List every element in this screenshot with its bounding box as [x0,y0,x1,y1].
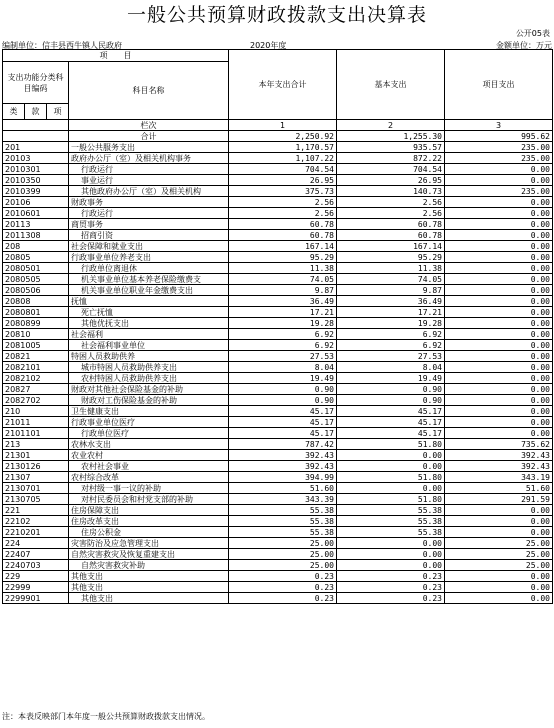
table-note: 注：本表反映部门本年度一般公共预算财政拨款支出情况。 [2,712,210,721]
row-total: 375.73 [229,186,337,197]
row-name: 机关事业单位基本养老保险缴费支 [69,274,229,285]
row-total: 167.14 [229,241,337,252]
row-total: 2.56 [229,208,337,219]
row-code: 2080501 [3,263,69,274]
row-name: 其他支出 [69,571,229,582]
row-total: 45.17 [229,417,337,428]
row-total: 26.95 [229,175,337,186]
table-row [3,395,553,406]
row-code: 20103 [3,153,69,164]
row-basic: 51.80 [337,439,445,450]
row-code: 2130126 [3,461,69,472]
row-code: 2010399 [3,186,69,197]
row-total: 27.53 [229,351,337,362]
row-total: 36.49 [229,296,337,307]
row-project: 235.00 [445,153,553,164]
table-row [3,318,553,329]
row-project: 0.00 [445,351,553,362]
basic-sum: 1,255.30 [337,131,445,142]
row-total: 787.42 [229,439,337,450]
row-name: 政府办公厅（室）及相关机构事务 [69,153,229,164]
row-total: 55.38 [229,505,337,516]
row-project: 0.00 [445,593,553,604]
row-name: 对村级一事一议的补助 [69,483,229,494]
row-code: 22407 [3,549,69,560]
table-row [3,439,553,450]
row-code: 20805 [3,252,69,263]
row-name: 农林水支出 [69,439,229,450]
row-project: 0.00 [445,516,553,527]
row-basic: 0.23 [337,593,445,604]
row-basic: 45.17 [337,417,445,428]
reporting-unit: 编制单位：信丰县西牛镇人民政府 [2,41,122,50]
table-row [3,329,553,340]
row-project: 25.00 [445,549,553,560]
row-project: 0.00 [445,208,553,219]
row-total: 19.28 [229,318,337,329]
row-name: 农村社会事业 [69,461,229,472]
table-row [3,538,553,549]
row-code: 2080505 [3,274,69,285]
table-row [3,549,553,560]
row-name: 其他支出 [69,582,229,593]
row-basic: 27.53 [337,351,445,362]
row-project: 0.00 [445,417,553,428]
table-row [3,406,553,417]
row-code: 2130701 [3,483,69,494]
table-row [3,208,553,219]
row-code: 2080899 [3,318,69,329]
row-code: 210 [3,406,69,417]
row-total: 392.43 [229,461,337,472]
row-name: 行政事业单位医疗 [69,417,229,428]
row-project: 0.00 [445,395,553,406]
table-row [3,483,553,494]
row-code: 22102 [3,516,69,527]
table-row [3,428,553,439]
table-row [3,142,553,153]
row-total: 2.56 [229,197,337,208]
row-basic: 19.49 [337,373,445,384]
table-row [3,571,553,582]
table-row [3,516,553,527]
table-row [3,494,553,505]
row-name: 社会福利事业单位 [69,340,229,351]
row-project: 0.00 [445,340,553,351]
row-basic: 60.78 [337,219,445,230]
row-project: 0.00 [445,274,553,285]
row-name: 自然灾害救灾及恢复重建支出 [69,549,229,560]
row-code: 2082101 [3,362,69,373]
table-row [3,384,553,395]
row-basic: 55.38 [337,516,445,527]
row-project: 343.19 [445,472,553,483]
row-project: 0.00 [445,175,553,186]
row-code: 21011 [3,417,69,428]
row-total: 1,107.22 [229,153,337,164]
row-code: 20113 [3,219,69,230]
header-project: 项 目 [3,50,229,62]
row-total: 55.38 [229,527,337,538]
header-func-code: 支出功能分类科目编码 [3,62,69,104]
table-row [3,472,553,483]
row-name: 行政运行 [69,164,229,175]
row-basic: 55.38 [337,505,445,516]
row-total: 0.90 [229,384,337,395]
header-xiang: 项 [47,104,69,120]
row-project: 392.43 [445,461,553,472]
row-project: 0.00 [445,582,553,593]
row-total: 0.90 [229,395,337,406]
row-total: 74.05 [229,274,337,285]
table-row [3,164,553,175]
row-name: 行政单位离退休 [69,263,229,274]
table-row [3,153,553,164]
table-row [3,560,553,571]
row-total: 6.92 [229,329,337,340]
row-total: 11.38 [229,263,337,274]
header-lei: 类 [3,104,25,120]
row-basic: 60.78 [337,230,445,241]
table-row [3,351,553,362]
table-row [3,582,553,593]
row-project: 0.00 [445,329,553,340]
row-project: 0.00 [445,197,553,208]
row-name: 其他支出 [69,593,229,604]
row-name: 商贸事务 [69,219,229,230]
row-project: 0.00 [445,230,553,241]
row-code: 2010350 [3,175,69,186]
column-index-3: 3 [445,120,553,131]
table-row [3,461,553,472]
row-code: 2010301 [3,164,69,175]
row-project: 235.00 [445,186,553,197]
row-project: 392.43 [445,450,553,461]
column-index-1: 1 [229,120,337,131]
row-basic: 8.04 [337,362,445,373]
fiscal-year: 2020年度 [250,41,287,50]
row-basic: 0.23 [337,571,445,582]
row-project: 0.00 [445,384,553,395]
row-total: 394.99 [229,472,337,483]
row-name: 事业运行 [69,175,229,186]
row-basic: 95.29 [337,252,445,263]
row-total: 704.54 [229,164,337,175]
row-name: 灾害防治及应急管理支出 [69,538,229,549]
row-name: 机关事业单位职业年金缴费支出 [69,285,229,296]
row-name: 特困人员救助供养 [69,351,229,362]
row-code: 2082702 [3,395,69,406]
table-row [3,175,553,186]
row-basic: 45.17 [337,428,445,439]
row-project: 0.00 [445,428,553,439]
row-name: 农村特困人员救助供养支出 [69,373,229,384]
row-basic: 45.17 [337,406,445,417]
row-basic: 74.05 [337,274,445,285]
row-total: 25.00 [229,538,337,549]
row-basic: 51.80 [337,472,445,483]
row-name: 行政运行 [69,208,229,219]
row-name: 农村综合改革 [69,472,229,483]
table-row [3,263,553,274]
table-row [3,186,553,197]
row-basic: 935.57 [337,142,445,153]
row-total: 1,170.57 [229,142,337,153]
row-name: 抚恤 [69,296,229,307]
expenditure-table [2,49,553,604]
row-basic: 51.80 [337,494,445,505]
row-project: 0.00 [445,571,553,582]
row-total: 25.00 [229,560,337,571]
row-code: 201 [3,142,69,153]
row-name: 一般公共服务支出 [69,142,229,153]
table-row [3,450,553,461]
row-project: 51.60 [445,483,553,494]
header-project-exp: 项目支出 [445,50,553,120]
row-code: 20106 [3,197,69,208]
row-name: 对村民委员会和村党支部的补助 [69,494,229,505]
row-code: 2082102 [3,373,69,384]
row-name: 社会福利 [69,329,229,340]
row-name: 卫生健康支出 [69,406,229,417]
row-code: 2299901 [3,593,69,604]
row-project: 0.00 [445,296,553,307]
form-number: 公开05表 [515,29,550,38]
row-basic: 872.22 [337,153,445,164]
header-subject-name: 科目名称 [69,62,229,120]
row-code: 2081005 [3,340,69,351]
row-total: 0.23 [229,593,337,604]
row-basic: 140.73 [337,186,445,197]
row-total: 95.29 [229,252,337,263]
row-name: 行政单位医疗 [69,428,229,439]
row-project: 0.00 [445,406,553,417]
column-index-2: 2 [337,120,445,131]
row-total: 60.78 [229,219,337,230]
row-code: 2011308 [3,230,69,241]
row-code: 221 [3,505,69,516]
row-code: 20810 [3,329,69,340]
row-project: 0.00 [445,164,553,175]
header-kuan: 款 [25,104,47,120]
row-code: 22999 [3,582,69,593]
header-total: 本年支出合计 [229,50,337,120]
row-total: 51.60 [229,483,337,494]
row-basic: 11.38 [337,263,445,274]
row-project: 0.00 [445,252,553,263]
row-total: 25.00 [229,549,337,560]
money-unit: 金额单位：万元 [496,41,552,50]
row-total: 6.92 [229,340,337,351]
row-basic: 2.56 [337,208,445,219]
row-basic: 9.87 [337,285,445,296]
row-name: 城市特困人员救助供养支出 [69,362,229,373]
row-name: 社会保障和就业支出 [69,241,229,252]
row-name: 行政事业单位养老支出 [69,252,229,263]
table-row [3,307,553,318]
row-code: 2240703 [3,560,69,571]
table-row [3,593,553,604]
row-total: 60.78 [229,230,337,241]
row-basic: 0.23 [337,582,445,593]
row-code: 20808 [3,296,69,307]
table-row [3,197,553,208]
row-project: 25.00 [445,560,553,571]
row-name: 农业农村 [69,450,229,461]
row-basic: 26.95 [337,175,445,186]
row-basic: 17.21 [337,307,445,318]
row-name: 住房改革支出 [69,516,229,527]
row-total: 17.21 [229,307,337,318]
row-basic: 55.38 [337,527,445,538]
table-row [3,219,553,230]
row-name: 招商引资 [69,230,229,241]
row-code: 2210201 [3,527,69,538]
table-row [3,230,553,241]
table-row [3,285,553,296]
lanci-label: 栏次 [69,120,229,131]
table-row [3,252,553,263]
row-project: 0.00 [445,505,553,516]
row-total: 8.04 [229,362,337,373]
row-name: 自然灾害救灾补助 [69,560,229,571]
table-row [3,417,553,428]
row-name: 住房保障支出 [69,505,229,516]
row-total: 392.43 [229,450,337,461]
row-total: 343.39 [229,494,337,505]
row-name: 财政对工伤保险基金的补助 [69,395,229,406]
row-project: 0.00 [445,307,553,318]
heji-label: 合计 [69,131,229,142]
row-code: 2010601 [3,208,69,219]
row-name: 财政事务 [69,197,229,208]
page-title: 一般公共预算财政拨款支出决算表 [126,4,427,26]
row-basic: 6.92 [337,329,445,340]
row-name: 其他政府办公厅（室）及相关机构 [69,186,229,197]
row-code: 20827 [3,384,69,395]
row-code: 21307 [3,472,69,483]
row-basic: 0.00 [337,461,445,472]
table-row [3,362,553,373]
row-name: 住房公积金 [69,527,229,538]
row-code: 229 [3,571,69,582]
table-row [3,296,553,307]
row-name: 死亡抚恤 [69,307,229,318]
row-code: 21301 [3,450,69,461]
row-basic: 0.00 [337,549,445,560]
row-project: 0.00 [445,219,553,230]
row-code: 2080506 [3,285,69,296]
row-code: 2101101 [3,428,69,439]
header-basic: 基本支出 [337,50,445,120]
total-sum: 2,250.92 [229,131,337,142]
table-row [3,527,553,538]
row-total: 45.17 [229,428,337,439]
row-project: 0.00 [445,285,553,296]
row-project: 291.59 [445,494,553,505]
project-sum: 995.62 [445,131,553,142]
row-project: 0.00 [445,362,553,373]
row-basic: 36.49 [337,296,445,307]
row-code: 208 [3,241,69,252]
row-code: 2080801 [3,307,69,318]
table-row [3,274,553,285]
row-total: 0.23 [229,582,337,593]
row-project: 0.00 [445,263,553,274]
row-basic: 167.14 [337,241,445,252]
row-total: 9.87 [229,285,337,296]
row-code: 20821 [3,351,69,362]
row-basic: 0.90 [337,384,445,395]
row-code: 224 [3,538,69,549]
table-row [3,241,553,252]
row-project: 735.62 [445,439,553,450]
row-basic: 19.28 [337,318,445,329]
row-basic: 0.00 [337,450,445,461]
row-basic: 0.00 [337,483,445,494]
row-basic: 704.54 [337,164,445,175]
table-row [3,505,553,516]
row-project: 0.00 [445,373,553,384]
row-basic: 2.56 [337,197,445,208]
row-project: 25.00 [445,538,553,549]
row-total: 55.38 [229,516,337,527]
row-project: 0.00 [445,241,553,252]
row-name: 财政对其他社会保险基金的补助 [69,384,229,395]
row-total: 45.17 [229,406,337,417]
row-code: 2130705 [3,494,69,505]
row-basic: 6.92 [337,340,445,351]
row-name: 其他优抚支出 [69,318,229,329]
row-project: 0.00 [445,527,553,538]
table-row [3,340,553,351]
row-project: 235.00 [445,142,553,153]
row-project: 0.00 [445,318,553,329]
table-row [3,373,553,384]
row-total: 0.23 [229,571,337,582]
row-basic: 0.00 [337,560,445,571]
row-basic: 0.90 [337,395,445,406]
row-code: 213 [3,439,69,450]
row-basic: 0.00 [337,538,445,549]
row-total: 19.49 [229,373,337,384]
